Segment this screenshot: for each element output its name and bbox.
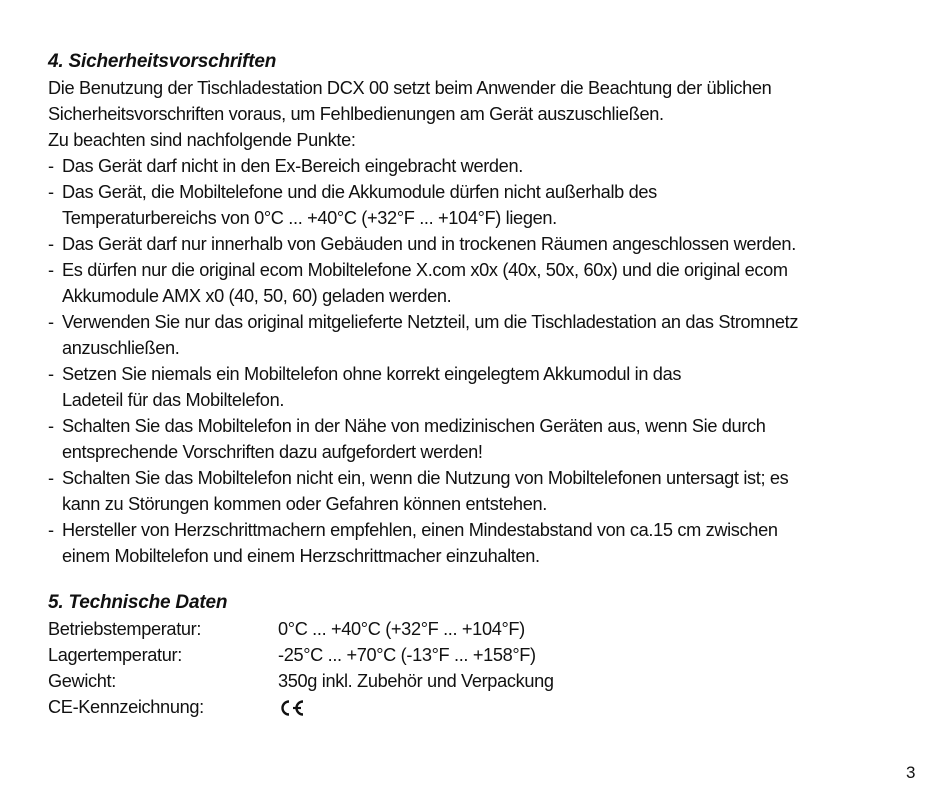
tech-row (48, 668, 928, 694)
intro-line: Sicherheitsvorschriften voraus, um Fehlbedienungen am Gerät auszuschließen. (48, 104, 664, 124)
section-technical-data (48, 590, 928, 720)
tech-label: Lagertemperatur: (48, 645, 182, 665)
safety-item: - Das Gerät darf nur innerhalb von Gebäuden und in trockenen Räumen angeschlossen werden. (48, 234, 796, 254)
manual-page (48, 49, 928, 720)
intro-line: Zu beachten sind nachfolgende Punkte: (48, 130, 356, 150)
safety-item: - Verwenden Sie nur das original mitgelieferte Netzteil, um die Tischladestation an das Stromnetz anzuschließen. (48, 312, 799, 358)
section-heading-safety: 4. Sicherheitsvorschriften (48, 51, 277, 72)
tech-value: 0°C ... +40°C (+32°F ... +104°F) (278, 619, 525, 639)
section-heading-technical: 5. Technische Daten (48, 592, 228, 613)
intro-line: Die Benutzung der Tischladestation DCX 00 setzt beim Anwender die Beachtung der üblichen (48, 78, 772, 98)
tech-label: CE-Kennzeichnung: (48, 697, 204, 717)
safety-item: - Das Gerät darf nicht in den Ex-Bereich eingebracht werden. (48, 156, 523, 176)
tech-value: 350g inkl. Zubehör und Verpackung (278, 671, 554, 691)
tech-row (48, 694, 928, 720)
safety-list (48, 153, 928, 569)
safety-item: - Schalten Sie das Mobiltelefon in der Nähe von medizinischen Geräten aus, wenn Sie durch entsprechende Vorschriften dazu aufgefordert werden! (48, 416, 766, 462)
section-safety (48, 49, 928, 569)
tech-label: Gewicht: (48, 671, 116, 691)
safety-item: - Schalten Sie das Mobiltelefon nicht ein, wenn die Nutzung von Mobiltelefonen untersagt ist; es kann zu Störungen kommen oder Gefahren können entstehen. (48, 468, 789, 514)
safety-item: - Es dürfen nur die original ecom Mobiltelefone X.com x0x (40x, 50x, 60x) und die original ecom Akkumodule AMX x0 (40, 50, 60) geladen werden. (48, 260, 788, 306)
safety-item: - Setzen Sie niemals ein Mobiltelefon ohne korrekt eingelegtem Akkumodul in das Ladeteil für das Mobiltelefon. (48, 364, 682, 410)
tech-value: -25°C ... +70°C (-13°F ... +158°F) (278, 645, 536, 665)
page-number: 3 (906, 763, 916, 782)
safety-item: - Das Gerät, die Mobiltelefone und die Akkumodule dürfen nicht außerhalb des Temperaturbereichs von 0°C ... +40°C (+32°F ... +104°F) liegen. (48, 182, 657, 228)
safety-item: - Hersteller von Herzschrittmachern empfehlen, einen Mindestabstand von ca.15 cm zwischen einem Mobiltelefon und einem Herzschrittmacher einzuhalten. (48, 520, 778, 566)
tech-row (48, 616, 928, 642)
tech-label: Betriebstemperatur: (48, 619, 202, 639)
ce-mark-icon (278, 699, 306, 717)
tech-row (48, 642, 928, 668)
